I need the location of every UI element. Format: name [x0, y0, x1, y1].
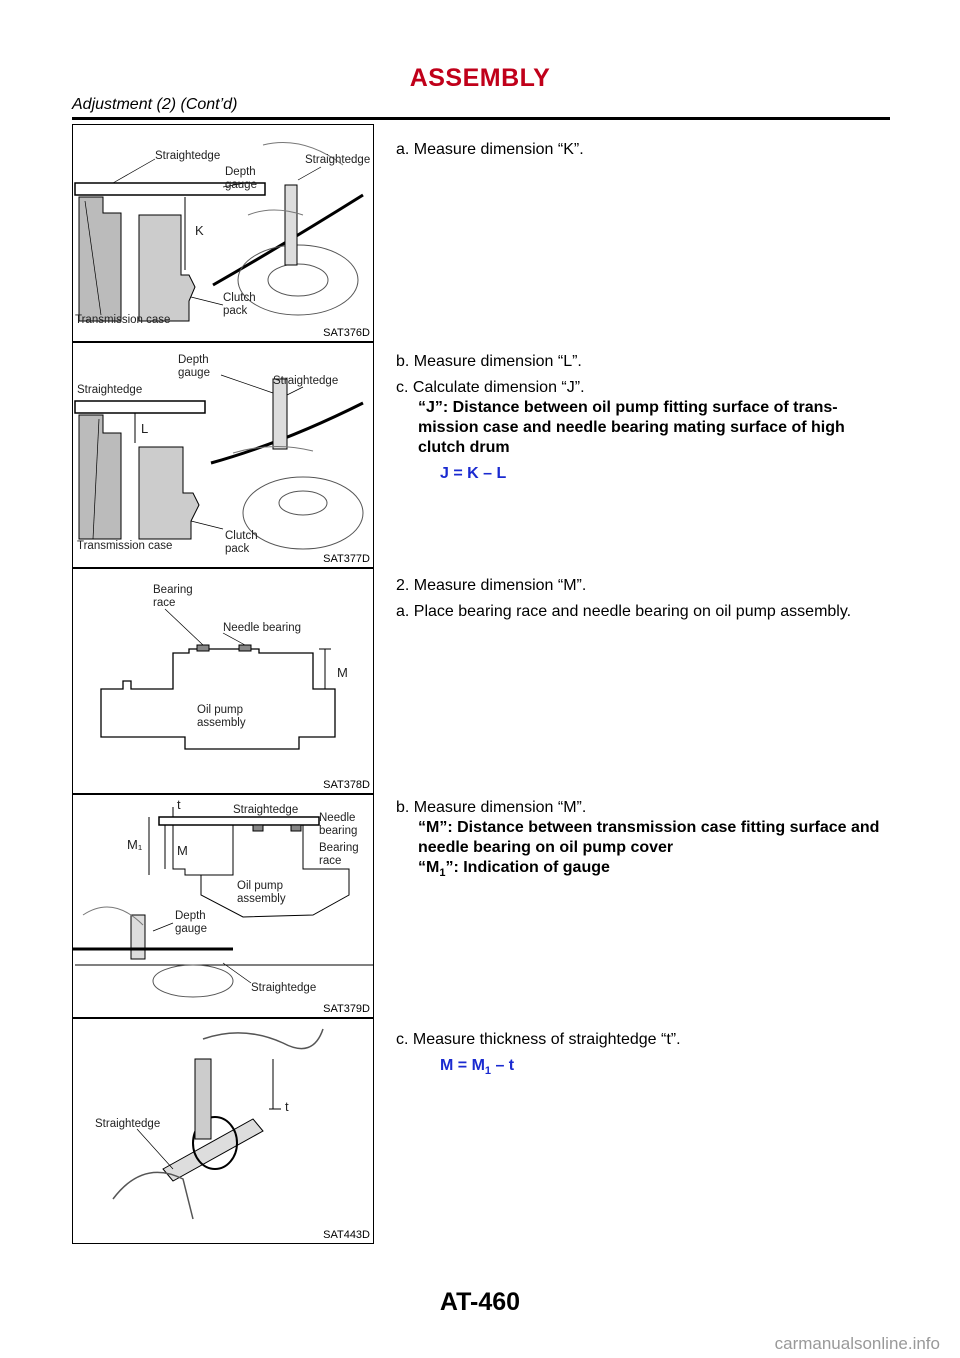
step-c-measure-t: c. Measure thickness of straightedge “t”. — [396, 1031, 681, 1048]
fig4-label-oil-pump: Oil pump — [237, 880, 284, 892]
step-a-place-bearing: a. Place bearing race and needle bearing on oil pump assembly. — [396, 603, 852, 620]
equation-m: $M = M_1 - t$ — [440, 1057, 515, 1078]
fig4-label-needle: Needle — [319, 812, 356, 824]
figure-sat377d — [72, 342, 374, 568]
fig4-label-m1: M₁ — [127, 837, 143, 852]
fig1-label-straightedge-right: Straightedge — [305, 154, 371, 166]
fig1-label-pack: pack — [223, 305, 248, 317]
fig4-label-depth: Depth — [175, 910, 206, 922]
straightedge-thickness-illustration — [73, 1019, 373, 1243]
fig1-label-depth: Depth — [225, 166, 256, 178]
note-m-definition: “M”: Distance between transmission case fitting surface and needle bearing on oil pump cover — [418, 819, 880, 856]
figure-code: SAT379D — [323, 1003, 370, 1015]
fig2-label-l: L — [141, 421, 149, 436]
figure-sat378d — [72, 568, 374, 794]
fig3-label-m: M — [337, 665, 348, 680]
fig4-label-gauge: gauge — [175, 923, 207, 935]
fig1-label-transmission-case: Transmission case — [75, 314, 171, 326]
fig4-label-m: M — [177, 843, 188, 858]
section-k — [396, 140, 896, 166]
figure-sat379d — [72, 794, 374, 1018]
fig4-label-straightedge-top: Straightedge — [233, 804, 299, 816]
figure-sat376d — [72, 124, 374, 342]
fig4-label-race: race — [319, 855, 342, 867]
page-subtitle: Adjustment (2) (Cont’d) — [72, 96, 238, 113]
fig2-label-transmission-case: Transmission case — [77, 540, 173, 552]
fig4-label-bearing: bearing — [319, 825, 358, 837]
figure-sat443d — [72, 1018, 374, 1244]
step-b-measure-m: b. Measure dimension “M”. — [396, 799, 587, 816]
page-title: ASSEMBLY — [409, 64, 551, 92]
fig4-label-t: t — [177, 797, 181, 812]
fig2-label-clutch: Clutch — [225, 530, 258, 542]
fig1-label-straightedge-left: Straightedge — [155, 150, 221, 162]
step-a-measure-k: a. Measure dimension “K”. — [396, 141, 584, 158]
figure-code: SAT443D — [323, 1229, 370, 1241]
section-m-measure — [396, 798, 896, 889]
fig5-label-straightedge: Straightedge — [95, 1118, 161, 1130]
fig1-label-clutch: Clutch — [223, 292, 256, 304]
header-rule — [72, 117, 890, 120]
step-b-measure-l: b. Measure dimension “L”. — [396, 353, 582, 370]
fig3-label-oil-pump: Oil pump — [197, 704, 244, 716]
step-2-measure-m: 2. Measure dimension “M”. — [396, 577, 587, 594]
step-c-calculate-j: c. Calculate dimension “J”. — [396, 379, 585, 396]
section-t-measure — [396, 1030, 896, 1087]
fig2-label-straightedge-left: Straightedge — [77, 384, 143, 396]
fig3-label-assembly: assembly — [197, 717, 246, 729]
figure-code: SAT376D — [323, 327, 370, 339]
fig4-label-bearing2: Bearing — [319, 842, 359, 854]
straightedge-m-measure-illustration — [73, 795, 373, 1017]
section-l-j — [396, 352, 896, 490]
fig2-label-straightedge-right: Straightedge — [273, 375, 339, 387]
page-number: AT-460 — [439, 1288, 521, 1316]
fig2-label-gauge: gauge — [178, 367, 210, 379]
fig2-label-pack: pack — [225, 543, 250, 555]
fig4-label-straightedge-bottom: Straightedge — [251, 982, 317, 994]
depth-gauge-k-illustration — [73, 125, 373, 341]
fig5-label-t: t — [285, 1099, 289, 1114]
depth-gauge-l-illustration — [73, 343, 373, 567]
note-j-definition: “J”: Distance between oil pump fitting surface of trans-mission case and needle bearing mating surface of high clutch drum — [418, 399, 845, 456]
fig4-label-assembly: assembly — [237, 893, 286, 905]
section-m-prep — [396, 576, 896, 628]
fig1-label-k: K — [195, 223, 204, 238]
fig1-label-gauge: gauge — [225, 179, 257, 191]
figure-code: SAT377D — [323, 553, 370, 565]
figure-code: SAT378D — [323, 779, 370, 791]
fig2-label-depth: Depth — [178, 354, 209, 366]
oil-pump-bearing-illustration — [73, 569, 373, 793]
fig3-label-needle-bearing: Needle bearing — [223, 622, 302, 634]
fig3-label-bearing: Bearing — [153, 584, 193, 596]
watermark: carmanualsonline.info — [774, 1334, 940, 1353]
equation-j: J = K – L — [440, 465, 507, 482]
note-m1-definition: “$M_1$”: Indication of gauge — [418, 859, 610, 880]
fig3-label-race: race — [153, 597, 176, 609]
